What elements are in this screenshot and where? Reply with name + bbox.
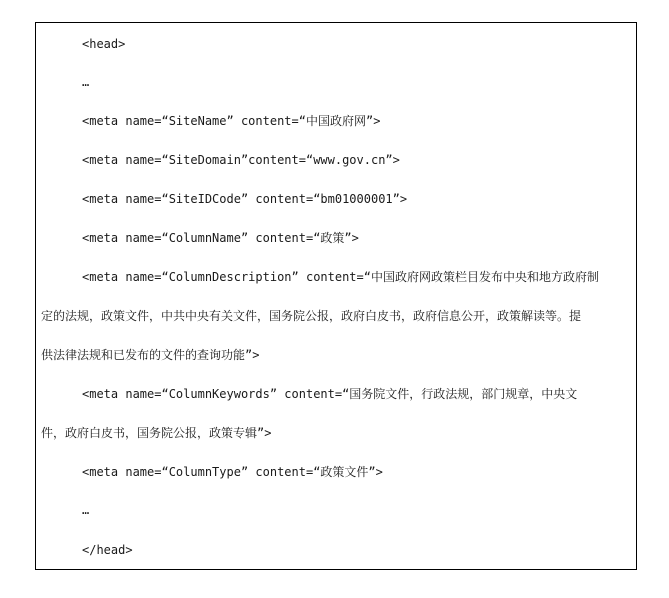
code-line: <meta name=“ColumnKeywords” content=“国务院文件，行政法规，部门规章，中央文 bbox=[82, 387, 578, 401]
code-listing-box bbox=[35, 22, 637, 570]
code-line: <meta name=“SiteIDCode” content=“bm01000001”> bbox=[82, 192, 408, 206]
code-line: <meta name=“SiteName” content=“中国政府网”> bbox=[82, 114, 381, 128]
code-line: <meta name=“SiteDomain”content=“www.gov.cn”> bbox=[82, 153, 400, 167]
code-line: 定的法规，政策文件，中共中央有关文件，国务院公报，政府白皮书，政府信息公开，政策解读等。提 bbox=[41, 309, 582, 323]
code-line: … bbox=[82, 75, 90, 89]
code-line: <meta name=“ColumnDescription” content=“中国政府网政策栏目发布中央和地方政府制 bbox=[82, 270, 599, 284]
code-line: … bbox=[82, 503, 90, 517]
code-line: 件，政府白皮书，国务院公报，政策专辑”> bbox=[41, 426, 272, 440]
code-line: <meta name=“ColumnType” content=“政策文件”> bbox=[82, 465, 383, 479]
code-line: <meta name=“ColumnName” content=“政策”> bbox=[82, 231, 359, 245]
code-line: </head> bbox=[82, 543, 133, 557]
code-line: <head> bbox=[82, 37, 126, 51]
code-line: 供法律法规和已发布的文件的查询功能”> bbox=[41, 348, 260, 362]
